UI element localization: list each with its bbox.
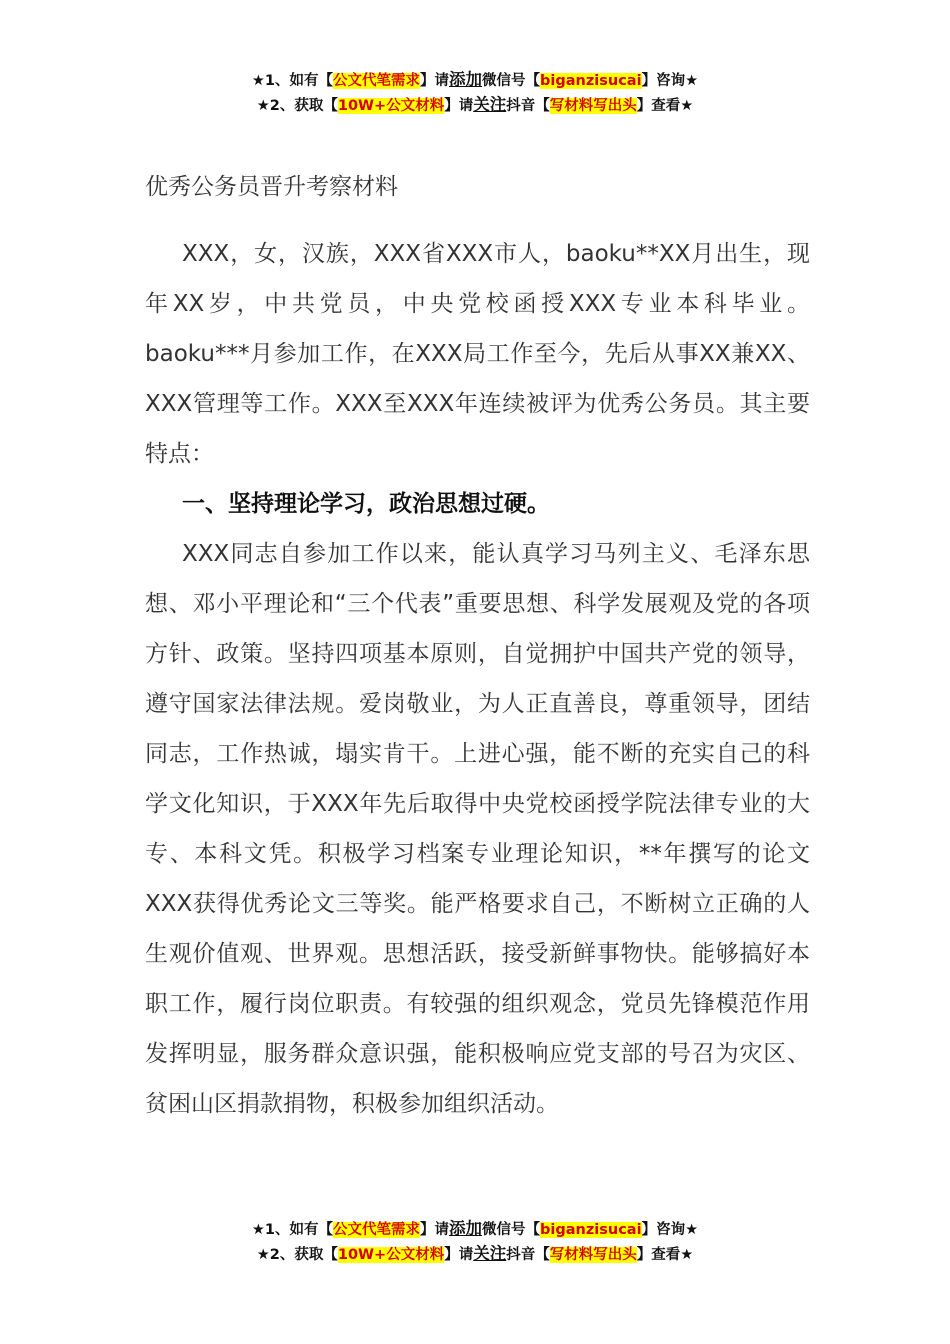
section-heading-1: 一、坚持理论学习，政治思想过硬。 [182,491,550,517]
promo-douyin-id: 写材料写出头 [549,98,637,114]
document-body [145,162,810,1129]
promo-text: 】查看★ [636,1247,694,1263]
promo-text: ★1、如有【 [251,1222,334,1238]
promo-text: 】咨询★ [641,73,699,89]
promo-text: 抖音【 [506,1247,550,1263]
promo-wechat-id: biganzisucai [540,73,642,89]
promo-highlight: 10W+公文材料 [337,98,445,114]
paragraph-section-1: XXX同志自参加工作以来，能认真学习马列主义、毛泽东思想、邓小平理论和“三个代表”重要思想、科学发展观及党的各项方针、政策。坚持四项基本原则，自觉拥护中国共产党的领导，遵守国家法律法规。爱岗敬业，为人正直善良，尊重领导，团结同志，工作热诚，塌实肯干。上进心强，能不断的充实自己的科学文化知识，于XXX年先后取得中央党校函授学院法律专业的大专、本科文凭。积极学习档案专业理论知识，**年撰写的论文XXX获得优秀论文三等奖。能严格要求自己，不断树立正确的人生观价值观、世界观。思想活跃，接受新鲜事物快。能够搞好本职工作，履行岗位职责。有较强的组织观念，党员先锋模范作用发挥明显，服务群众意识强，能积极响应党支部的号召为灾区、贫困山区捐款捐物，积极参加组织活动。 [145,541,810,1117]
promo-highlight: 10W+公文材料 [337,1247,445,1263]
promo-text: ★2、获取【 [256,1247,338,1263]
promo-text: 】咨询★ [641,1222,699,1238]
promo-emphasis: 关注 [473,95,507,114]
promo-text: 抖音【 [506,98,550,114]
promo-line-1 [0,1217,950,1242]
promo-highlight: 公文代笔需求 [333,73,421,89]
paragraph-profile: XXX，女，汉族，XXX省XXX市人，baoku**XX月出生，现年XX岁，中共党员，中央党校函授XXX专业本科毕业。baoku***月参加工作，在XXX局工作至今，先后从事XX兼XX、XXX管理等工作。XXX至XXX年连续被评为优秀公务员。其主要特点： [145,241,810,467]
promo-text: 微信号【 [482,73,541,89]
promo-text: 】请 [444,1247,474,1263]
promo-text: 】请 [444,98,474,114]
promo-text: 】请 [420,1222,450,1238]
promo-line-2 [0,1242,950,1267]
promo-wechat-id: biganzisucai [540,1222,642,1238]
promo-highlight: 公文代笔需求 [333,1222,421,1238]
promo-emphasis: 添加 [449,1219,483,1238]
promo-line-1 [0,68,950,93]
promo-emphasis: 添加 [449,70,483,89]
promo-emphasis: 关注 [473,1244,507,1263]
promo-text: 微信号【 [482,1222,541,1238]
promo-text: ★2、获取【 [256,98,338,114]
promo-text: ★1、如有【 [251,73,334,89]
promo-line-2 [0,93,950,118]
promo-banner-bottom [0,1217,950,1267]
promo-text: 】请 [420,73,450,89]
promo-banner-top [0,68,950,118]
promo-douyin-id: 写材料写出头 [549,1247,637,1263]
document-title: 优秀公务员晋升考察材料 [145,174,398,200]
promo-text: 】查看★ [636,98,694,114]
